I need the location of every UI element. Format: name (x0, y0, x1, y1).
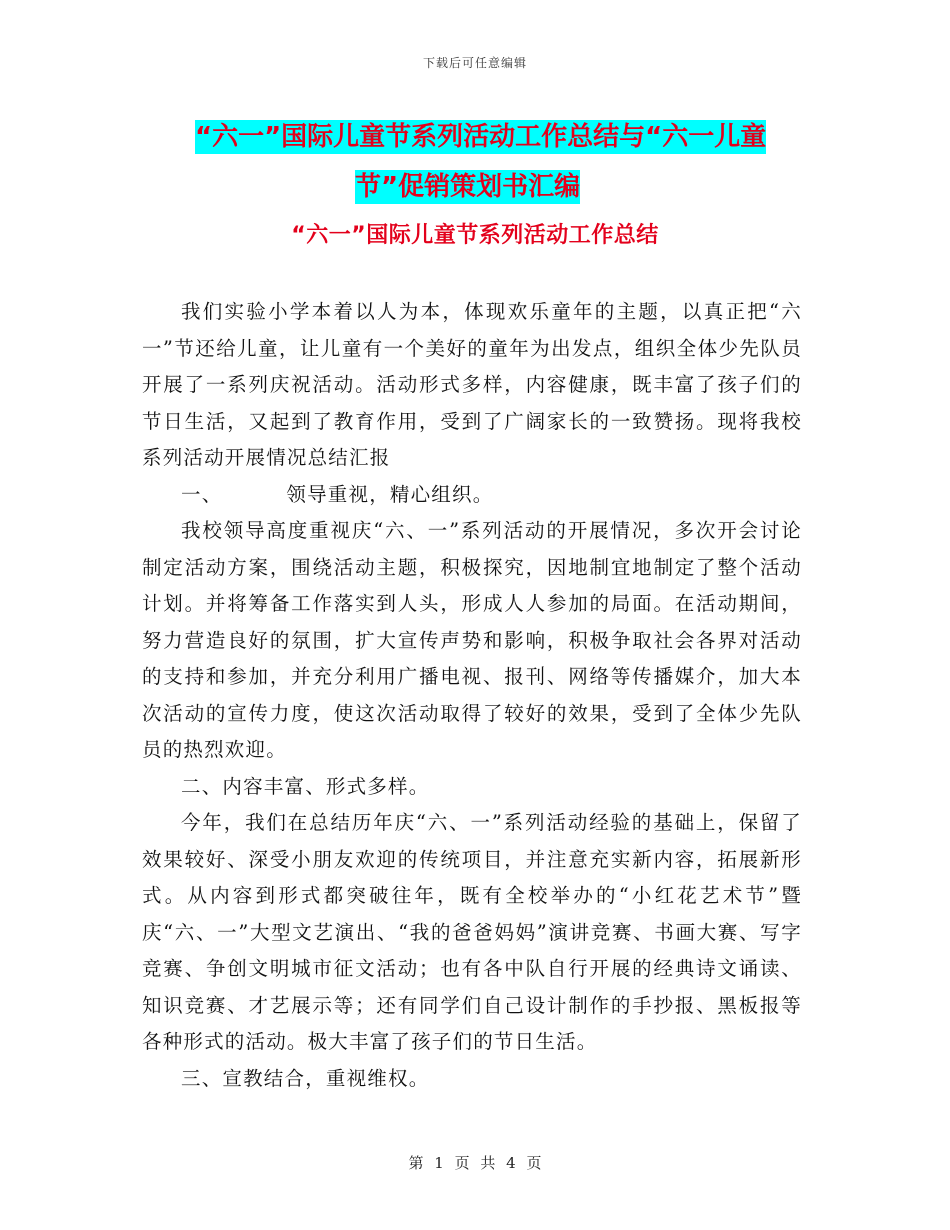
paragraph-leadership: 我校领导高度重视庆“六、一”系列活动的开展情况，多次开会讨论制定活动方案，围绕活动主题，积极探究，因地制宜地制定了整个活动计划。并将筹备工作落实到人头，形成人人参加的局面。在活动期间，努力营造良好的氛围，扩大宣传声势和影响，积极争取社会各界对活动的支持和参加，并充分利用广播电视、报刊、网络等传播媒介，加大本次活动的宣传力度，使这次活动取得了较好的效果，受到了全体少先队员的热烈欢迎。 (142, 519, 802, 761)
heading-text: 宣教结合，重视维权。 (222, 1066, 430, 1090)
heading-text: 内容丰富、形式多样。 (222, 774, 430, 798)
section-heading-1 (142, 477, 802, 514)
document-title-line-1: “六一”国际儿童节系列活动工作总结与“六一儿童 (195, 122, 767, 152)
heading-number: 三、 (181, 1066, 223, 1090)
page-header-note: 下载后可任意编辑 (422, 56, 527, 70)
section-title: “六一”国际儿童节系列活动工作总结 (291, 223, 659, 248)
heading-text: 领导重视，精心组织。 (286, 482, 494, 506)
page-number-footer: 第 1 页 共 4 页 (408, 1154, 542, 1172)
section-heading-2 (142, 769, 802, 806)
document-title-line-2: 节”促销策划书汇编 (355, 172, 581, 202)
document-body (142, 294, 802, 1097)
heading-number: 一、 (181, 482, 223, 506)
heading-number: 二、 (181, 774, 223, 798)
section-heading-3 (142, 1061, 802, 1098)
paragraph-intro: 我们实验小学本着以人为本，体现欢乐童年的主题，以真正把“六一”节还给儿童，让儿童有一个美好的童年为出发点，组织全体少先队员开展了一系列庆祝活动。活动形式多样，内容健康，既丰富了孩子们的节日生活，又起到了教育作用，受到了广阔家长的一致赞扬。现将我校系列活动开展情况总结汇报 (142, 300, 802, 469)
paragraph-content: 今年，我们在总结历年庆“六、一”系列活动经验的基础上，保留了效果较好、深受小朋友欢迎的传统项目，并注意充实新内容，拓展新形式。从内容到形式都突破往年，既有全校举办的“小红花艺术节”暨庆“六、一”大型文艺演出、“我的爸爸妈妈”演讲竞赛、书画大赛、写字竞赛、争创文明城市征文活动；也有各中队自行开展的经典诗文诵读、知识竞赛、才艺展示等；还有同学们自己设计制作的手抄报、黑板报等各种形式的活动。极大丰富了孩子们的节日生活。 (142, 811, 802, 1053)
document-title (195, 112, 805, 212)
